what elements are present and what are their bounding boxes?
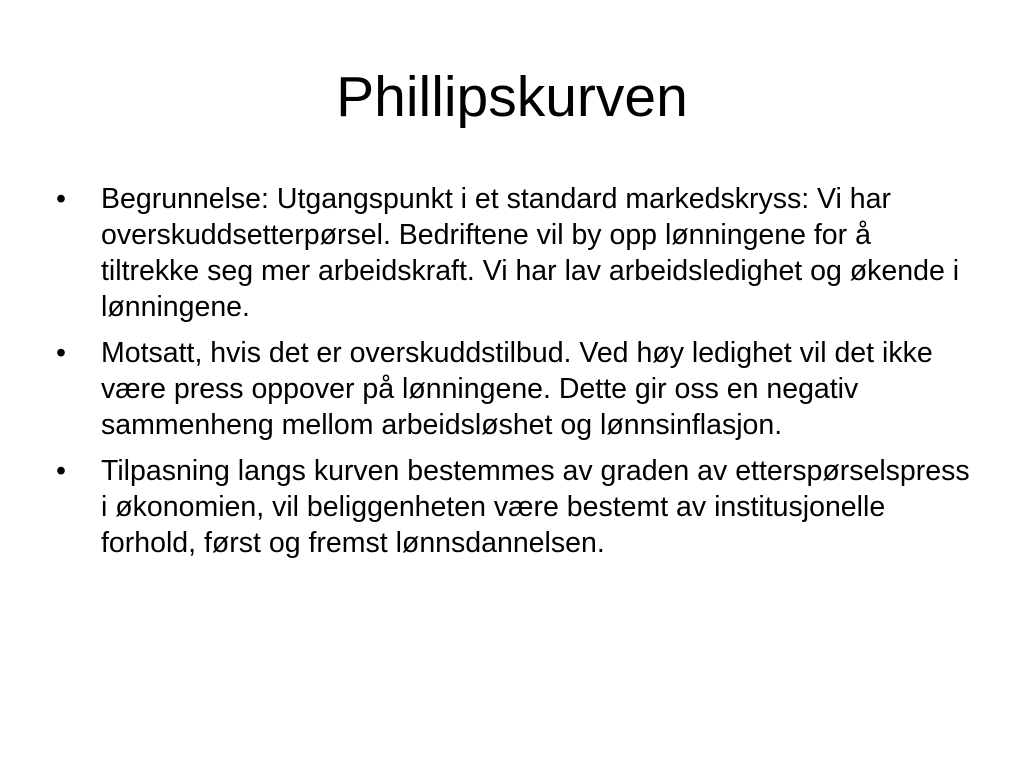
bullet-text: Begrunnelse: Utgangspunkt i et standard markedskryss: Vi har overskuddsetterpørsel. Bedriftene vil by opp lønningene for å tiltrekke seg mer arbeidskraft. Vi har lav arbeidsledighet og økende i lønningene. — [101, 183, 960, 323]
bullet-item-2 — [56, 335, 972, 443]
bullet-icon: • — [56, 337, 66, 369]
bullet-icon: • — [56, 455, 66, 487]
bullet-item-3 — [56, 453, 972, 561]
slide-title: Phillipskurven — [336, 65, 688, 129]
bullet-icon: • — [56, 183, 66, 215]
bullet-text: Tilpasning langs kurven bestemmes av graden av etterspørselspress i økonomien, vil beliggenheten være bestemt av institusjonelle forhold, først og fremst lønnsdannelsen. — [101, 455, 970, 559]
bullet-list — [56, 181, 972, 571]
bullet-item-1 — [56, 181, 972, 325]
bullet-text: Motsatt, hvis det er overskuddstilbud. Ved høy ledighet vil det ikke være press oppover på lønningene. Dette gir oss en negativ sammenheng mellom arbeidsløshet og lønnsinflasjon. — [101, 337, 933, 441]
